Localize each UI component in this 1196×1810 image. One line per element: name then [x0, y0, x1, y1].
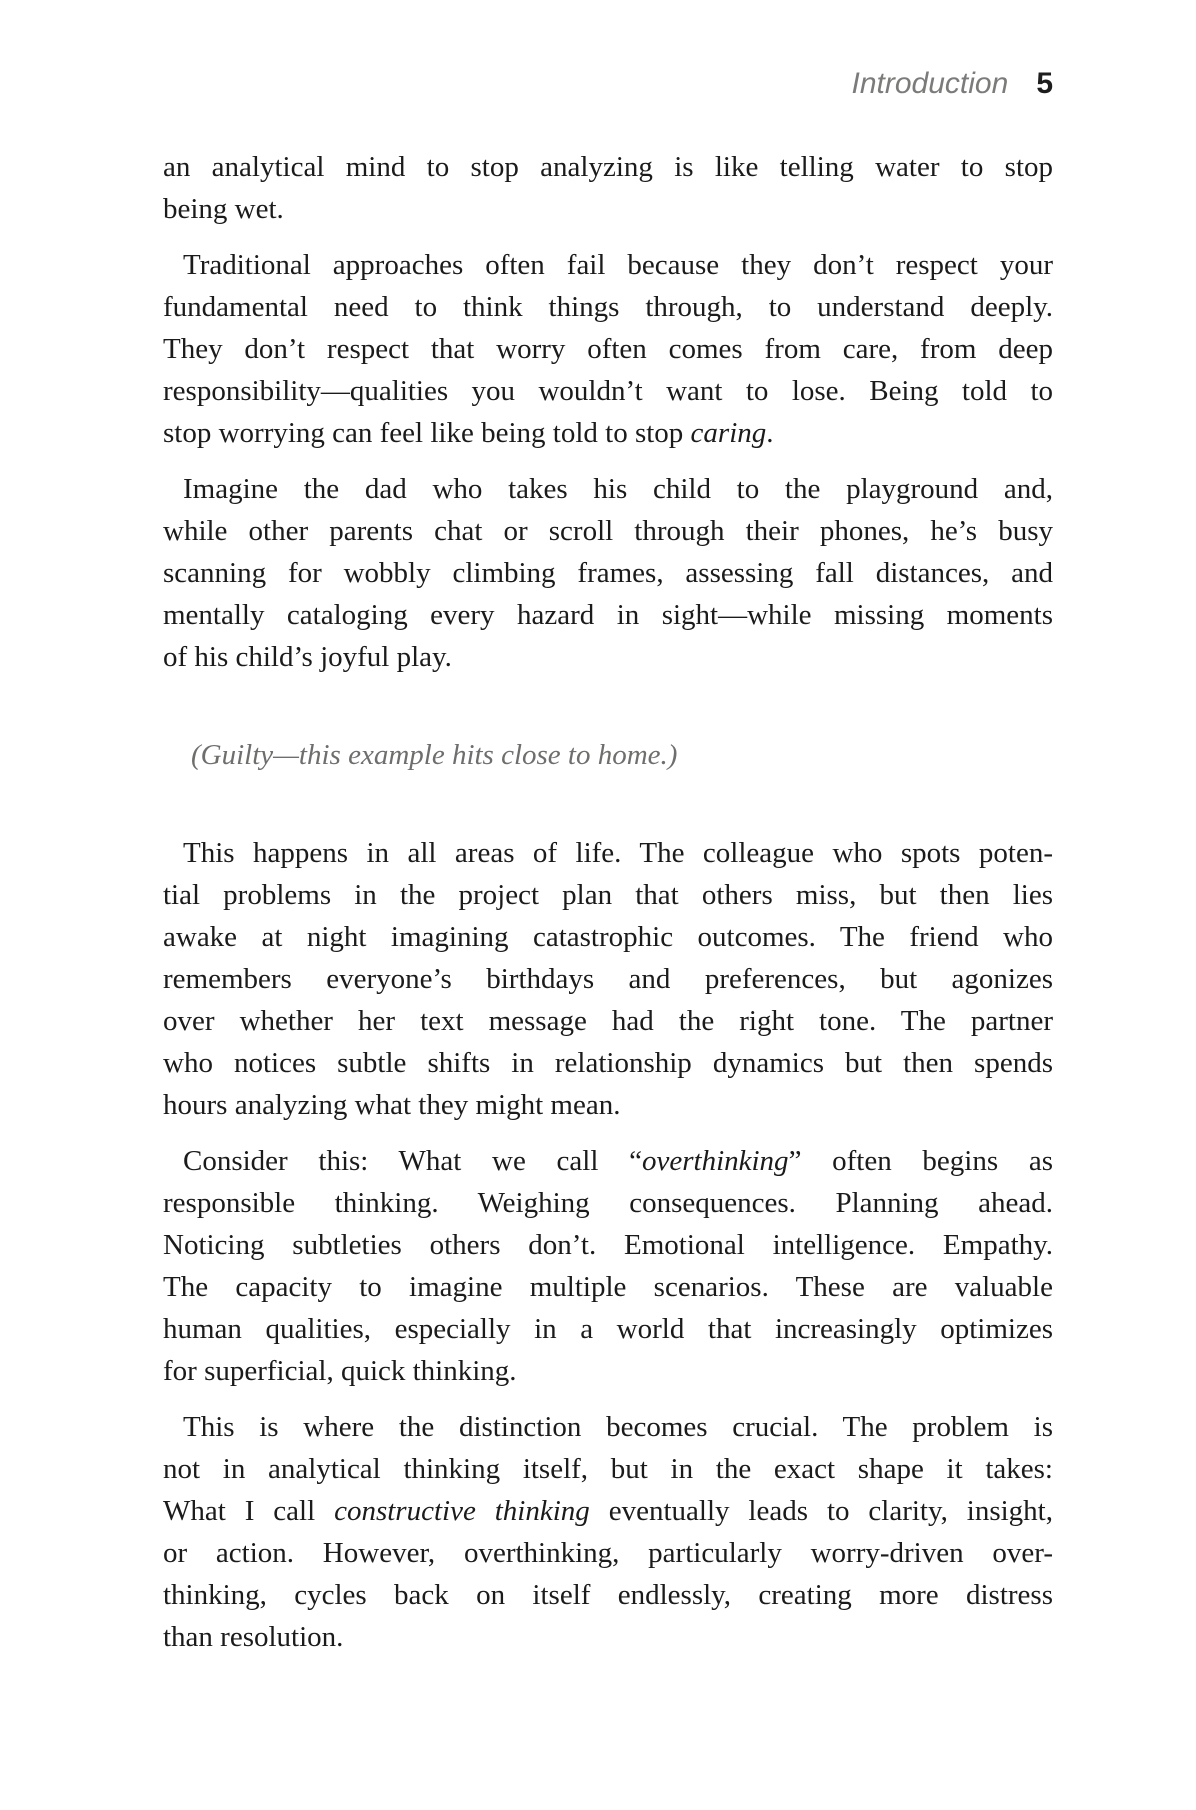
emphasized-text: constructive thinking: [334, 1495, 590, 1527]
text-line: [163, 286, 1053, 328]
text-segment: eventually leads to clarity, insight,: [589, 1495, 1053, 1527]
text-segment: scanning for wobbly climbing frames, assessing fall distances, and: [163, 557, 1053, 589]
text-segment: responsible thinking. Weighing consequences. Planning ahead.: [163, 1187, 1053, 1219]
emphasized-text: overthinking: [641, 1145, 789, 1177]
text-segment: being wet.: [163, 193, 284, 225]
text-segment: not in analytical thinking itself, but in the exact shape it takes:: [163, 1453, 1053, 1485]
text-line: [163, 1616, 1053, 1658]
text-segment: Imagine the dad who takes his child to the playground and,: [183, 473, 1053, 505]
text-line: [163, 832, 1053, 874]
text-segment: .: [766, 417, 774, 449]
text-line: [163, 1308, 1053, 1350]
text-line: [163, 916, 1053, 958]
text-segment: stop worrying can feel like being told to stop: [163, 417, 691, 449]
text-segment: for superficial, quick thinking.: [163, 1355, 517, 1387]
text-segment: while other parents chat or scroll through their phones, he’s busy: [163, 515, 1053, 547]
text-line: [163, 636, 1053, 678]
text-segment: ” often begins as: [788, 1145, 1053, 1177]
text-segment: They don’t respect that worry often comes from care, from deep: [163, 333, 1053, 365]
text-segment: awake at night imagining catastrophic outcomes. The friend who: [163, 921, 1053, 953]
text-segment: This is where the distinction becomes crucial. The problem is: [183, 1411, 1053, 1443]
text-segment: fundamental need to think things through, to understand deeply.: [163, 291, 1053, 323]
text-line: [163, 244, 1053, 286]
paragraph: [163, 146, 1053, 230]
text-line: [163, 1042, 1053, 1084]
text-segment: What I call: [163, 1495, 335, 1527]
text-line: [163, 146, 1053, 188]
running-header-title: Introduction: [851, 67, 1009, 100]
page-body: [163, 146, 1053, 1658]
text-segment: of his child’s joyful play.: [163, 641, 452, 673]
text-line: [163, 1140, 1053, 1182]
text-line: [163, 1000, 1053, 1042]
page-number: 5: [1036, 67, 1053, 100]
text-line: [163, 958, 1053, 1000]
text-segment: The capacity to imagine multiple scenarios. These are valuable: [163, 1271, 1053, 1303]
text-segment: This happens in all areas of life. The colleague who spots poten-: [183, 837, 1053, 869]
text-line: [163, 1574, 1053, 1616]
text-line: [163, 468, 1053, 510]
text-line: [163, 1490, 1053, 1532]
text-line: [163, 1350, 1053, 1392]
text-line: [163, 1224, 1053, 1266]
text-segment: tial problems in the project plan that others miss, but then lies: [163, 879, 1053, 911]
text-segment: mentally cataloging every hazard in sight—while missing moments: [163, 599, 1053, 631]
text-column: [163, 66, 1053, 1658]
text-segment: responsibility—qualities you wouldn’t want to lose. Being told to: [163, 375, 1053, 407]
text-segment: than resolution.: [163, 1621, 344, 1653]
paragraph: [163, 1406, 1053, 1658]
text-segment: remembers everyone’s birthdays and preferences, but agonizes: [163, 963, 1053, 995]
text-segment: hours analyzing what they might mean.: [163, 1089, 621, 1121]
text-line: [191, 734, 1053, 776]
text-line: [163, 874, 1053, 916]
running-header: [163, 66, 1053, 102]
text-line: [163, 1266, 1053, 1308]
text-line: [163, 1448, 1053, 1490]
text-line: [163, 1532, 1053, 1574]
paragraph: [163, 832, 1053, 1126]
text-segment: Consider this: What we call “: [183, 1145, 642, 1177]
paragraph: [163, 1140, 1053, 1392]
text-line: [163, 1182, 1053, 1224]
emphasized-text: (Guilty—this example hits close to home.): [191, 739, 678, 771]
text-line: [163, 594, 1053, 636]
text-line: [163, 188, 1053, 230]
text-line: [163, 510, 1053, 552]
text-line: [163, 328, 1053, 370]
text-segment: Noticing subtleties others don’t. Emotional intelligence. Empathy.: [163, 1229, 1053, 1261]
emphasized-text: caring: [690, 417, 767, 449]
text-segment: Traditional approaches often fail because they don’t respect your: [183, 249, 1053, 281]
paragraph: [163, 244, 1053, 454]
text-segment: or action. However, overthinking, particularly worry-driven over-: [163, 1537, 1053, 1569]
text-segment: thinking, cycles back on itself endlessly, creating more distress: [163, 1579, 1053, 1611]
paragraph: [163, 468, 1053, 678]
text-segment: over whether her text message had the right tone. The partner: [163, 1005, 1053, 1037]
text-line: [163, 412, 1053, 454]
text-line: [163, 1406, 1053, 1448]
text-line: [163, 370, 1053, 412]
text-segment: human qualities, especially in a world that increasingly optimizes: [163, 1313, 1053, 1345]
text-segment: an analytical mind to stop analyzing is like telling water to stop: [163, 151, 1053, 183]
text-segment: who notices subtle shifts in relationship dynamics but then spends: [163, 1047, 1053, 1079]
text-line: [163, 1084, 1053, 1126]
pull-quote: [163, 734, 1053, 776]
text-line: [163, 552, 1053, 594]
